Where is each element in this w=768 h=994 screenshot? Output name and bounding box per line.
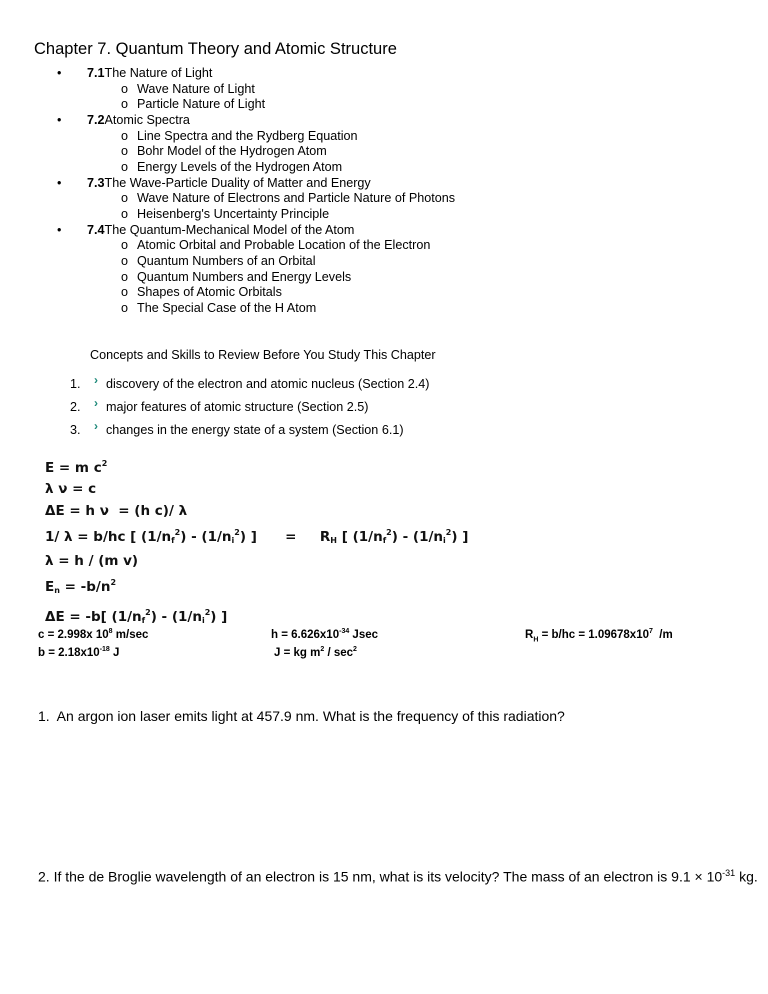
equation xyxy=(45,522,468,551)
text-run: 2. If the de Broglie wavelength of an electron is 15 nm, what is its velocity? The mass of an electron is 9.1 × 10 xyxy=(38,868,723,885)
text-run: /m xyxy=(652,629,673,641)
supscript: 2 xyxy=(174,527,181,537)
text-run: ) - (1/n xyxy=(391,528,444,545)
subscript: i xyxy=(231,535,235,545)
constant-c xyxy=(38,628,148,641)
text-run: ) - (1/n xyxy=(180,528,232,545)
supscript: 2 xyxy=(320,646,325,653)
outline-section xyxy=(57,176,455,192)
outline-subsection: o The Special Case of the H Atom xyxy=(57,301,455,317)
page-title: Chapter 7. Quantum Theory and Atomic Structure xyxy=(34,40,397,58)
supscript: -18 xyxy=(99,646,110,653)
text-run: J xyxy=(109,647,120,659)
text-run: ΔE = h ν = (h c)/ λ xyxy=(45,502,188,519)
equation xyxy=(45,453,468,479)
outline-subsection: o Quantum Numbers of an Orbital xyxy=(57,254,455,270)
outline-subsection: o Energy Levels of the Hydrogen Atom xyxy=(57,160,455,176)
section-title: The Wave-Particle Duality of Matter and Energy xyxy=(104,175,371,190)
constant-b xyxy=(38,646,119,659)
text-run: h = 6.626x10 xyxy=(271,629,340,641)
outline-subsection: o Heisenberg's Uncertainty Principle xyxy=(57,207,455,223)
constant-h xyxy=(271,628,378,641)
section-number: 7.2 xyxy=(87,112,105,127)
text-run: [ (1/n xyxy=(337,528,383,545)
outline-section xyxy=(57,113,455,129)
section-title: The Quantum-Mechanical Model of the Atom xyxy=(104,222,355,237)
item-text: discovery of the electron and atomic nucleus (Section 2.4) xyxy=(106,377,430,391)
supscript: 2 xyxy=(145,607,151,617)
subscript: f xyxy=(382,535,387,545)
item-number: 3. xyxy=(70,423,81,437)
chapter-outline xyxy=(57,66,455,317)
equations-block xyxy=(45,453,468,631)
supscript: 2 xyxy=(353,646,357,653)
outline-subsection: o Line Spectra and the Rydberg Equation xyxy=(57,129,455,145)
section-number: 7.3 xyxy=(87,175,105,190)
supscript: 2 xyxy=(386,527,392,537)
equation xyxy=(45,479,468,500)
constant-rydberg xyxy=(525,628,673,643)
question-2 xyxy=(38,868,758,885)
text-run: E = m c xyxy=(45,460,102,476)
text-run: ) ] xyxy=(210,608,228,625)
outline-subsection: o Quantum Numbers and Energy Levels xyxy=(57,270,455,286)
text-run: J = kg m xyxy=(274,647,321,659)
chevron-right-icon: › xyxy=(94,373,98,387)
subscript: H xyxy=(330,535,337,545)
section-number: 7.4 xyxy=(87,222,105,237)
review-item xyxy=(70,373,429,391)
text-run: kg. xyxy=(735,868,758,885)
text-run: c = 2.998x 10 xyxy=(38,629,109,641)
text-run: = -b/n xyxy=(59,579,111,596)
equation xyxy=(45,602,468,631)
text-run: ) - (1/n xyxy=(150,608,202,625)
constant-joule xyxy=(274,646,357,659)
item-text: major features of atomic structure (Section 2.5) xyxy=(106,400,369,414)
section-number: 7.1 xyxy=(87,66,105,80)
outline-subsection: o Wave Nature of Light xyxy=(57,82,455,98)
text-run: Jsec xyxy=(349,629,379,641)
outline-section xyxy=(57,66,455,82)
subscript: i xyxy=(443,535,446,545)
equation xyxy=(45,572,468,601)
supscript: 2 xyxy=(234,527,240,537)
text-run: λ = h / (m v) xyxy=(45,553,139,570)
text-run: / sec xyxy=(324,647,354,659)
chevron-right-icon: › xyxy=(94,419,98,433)
outline-subsection: o Wave Nature of Electrons and Particle Nature of Photons xyxy=(57,191,455,207)
outline-subsection: o Particle Nature of Light xyxy=(57,97,455,113)
section-title: The Nature of Light xyxy=(104,66,213,80)
text-run: m/sec xyxy=(112,629,149,641)
text-run: 1. An argon ion laser emits light at 457.9 nm. What is the frequency of this radiation? xyxy=(38,708,565,724)
equation xyxy=(45,551,468,572)
supscript: 7 xyxy=(648,628,653,635)
text-run: λ ν = c xyxy=(45,481,97,498)
subscript: H xyxy=(533,636,539,644)
supscript: 2 xyxy=(110,578,117,588)
question-1 xyxy=(38,708,565,724)
supscript: 2 xyxy=(445,527,452,537)
text-run: ) ] xyxy=(451,528,469,545)
outline-subsection: o Atomic Orbital and Probable Location of the Electron xyxy=(57,238,455,254)
text-run: ) ] = R xyxy=(239,528,331,545)
text-run: 1/ λ = b/hc [ (1/n xyxy=(45,528,172,545)
text-run: R xyxy=(525,629,534,641)
subscript: i xyxy=(201,615,205,625)
concepts-heading: Concepts and Skills to Review Before You Study This Chapter xyxy=(90,348,436,362)
text-run: = b/hc = 1.09678x10 xyxy=(538,629,649,641)
supscript: -34 xyxy=(339,628,350,635)
review-item xyxy=(70,396,368,414)
subscript: f xyxy=(141,615,146,625)
subscript: f xyxy=(171,535,175,545)
outline-section xyxy=(57,223,455,239)
outline-subsection: o Shapes of Atomic Orbitals xyxy=(57,285,455,301)
outline-subsection: o Bohr Model of the Hydrogen Atom xyxy=(57,144,455,160)
equation xyxy=(45,501,468,522)
item-number: 2. xyxy=(70,400,81,414)
subscript: n xyxy=(54,586,60,596)
supscript: 2 xyxy=(204,607,211,617)
item-number: 1. xyxy=(70,377,81,391)
supscript: -31 xyxy=(722,868,736,878)
supscript: 8 xyxy=(108,628,113,635)
item-text: changes in the energy state of a system (Section 6.1) xyxy=(106,423,404,437)
supscript: 2 xyxy=(101,459,108,468)
text-run: ΔE = -b[ (1/n xyxy=(45,608,142,625)
review-item xyxy=(70,419,404,437)
text-run: E xyxy=(45,579,55,596)
text-run: b = 2.18x10 xyxy=(38,647,100,659)
section-title: Atomic Spectra xyxy=(104,112,190,127)
chevron-right-icon: › xyxy=(94,396,98,410)
